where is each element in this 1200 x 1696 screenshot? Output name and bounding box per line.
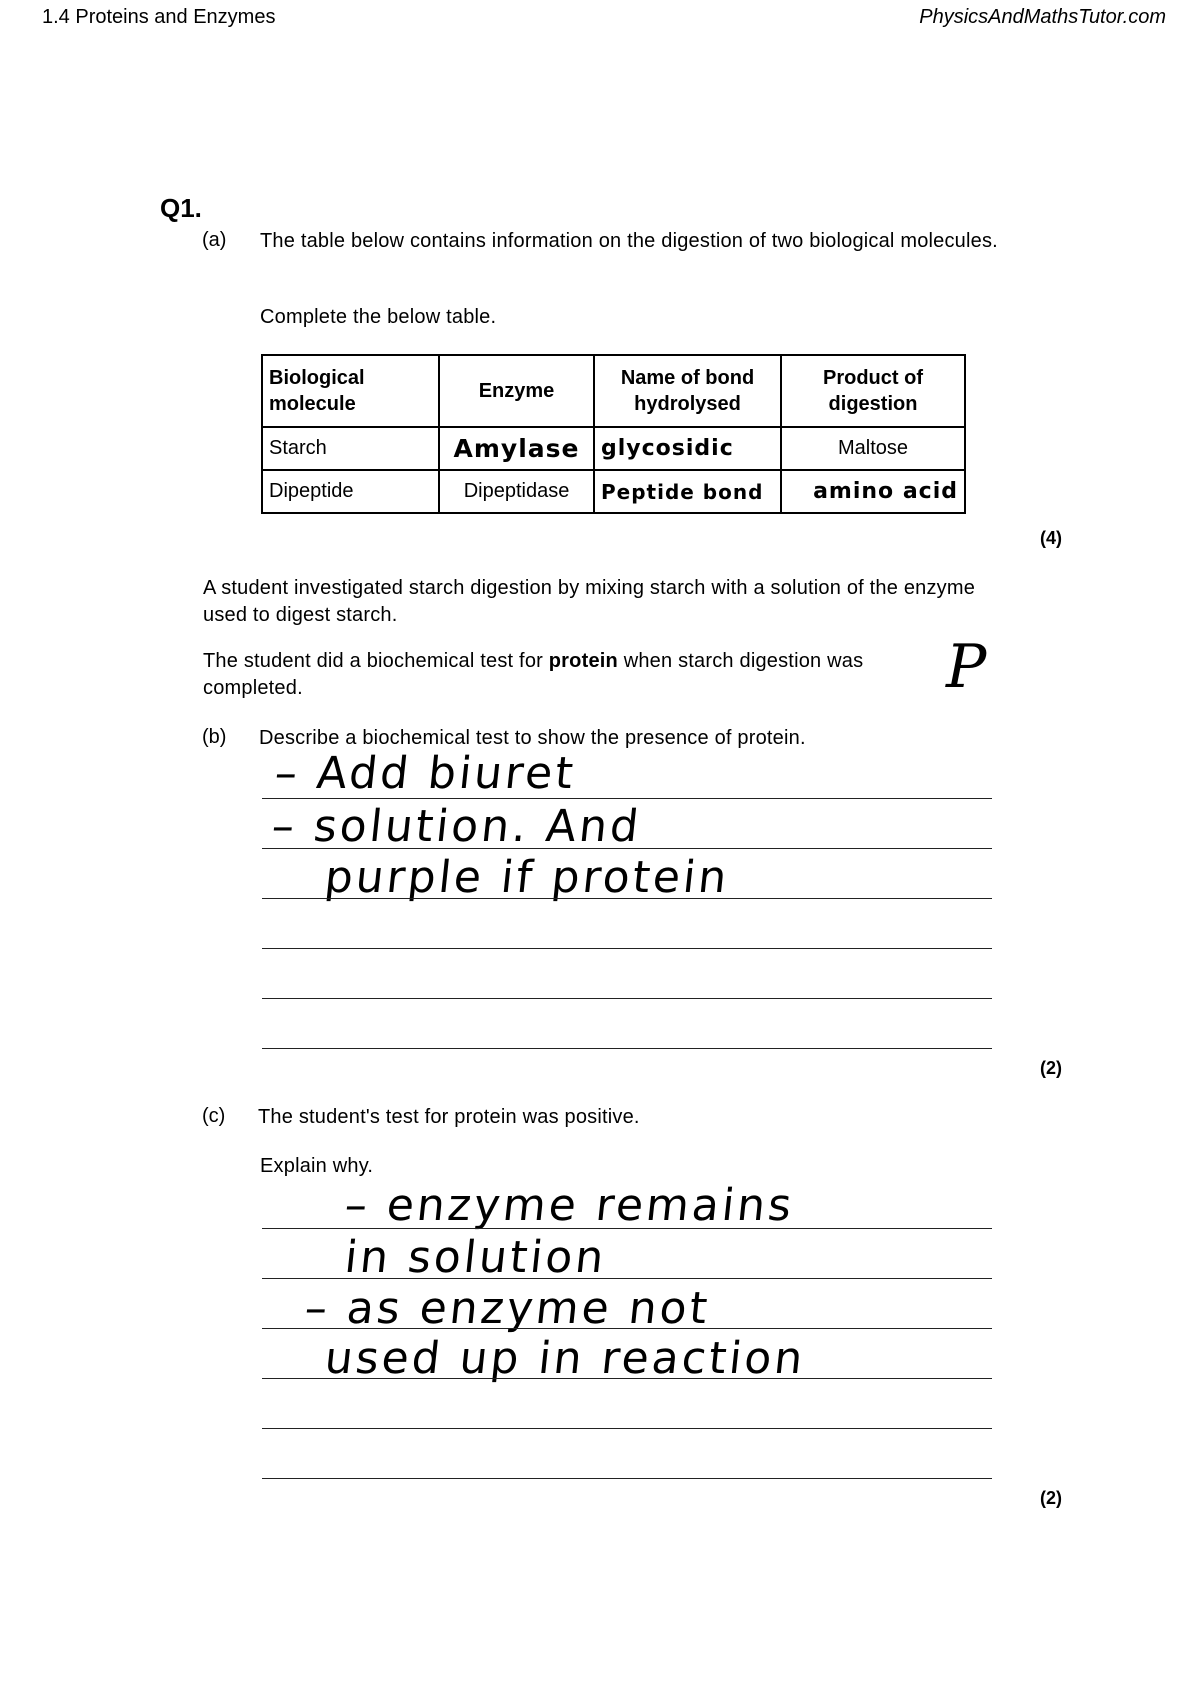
answer-line <box>262 1428 992 1429</box>
table-cell: Starch <box>262 427 439 470</box>
page-header-site: PhysicsAndMathsTutor.com <box>919 6 1166 28</box>
table-cell: Dipeptidase <box>439 470 594 513</box>
table-header-row <box>262 355 965 427</box>
part-a-marks: (4) <box>1040 528 1062 548</box>
page-header-title: 1.4 Proteins and Enzymes <box>42 6 276 28</box>
table-row <box>262 427 965 470</box>
handwritten-answer-cell: glycosidic <box>594 427 781 470</box>
answer-line <box>262 1048 992 1049</box>
handwritten-answer-cell: Peptide bond <box>594 470 781 513</box>
handwritten-answer-line: purple if protein <box>322 852 732 903</box>
answer-line <box>262 998 992 999</box>
answer-line <box>262 898 992 899</box>
handwritten-answer-line: – solution. And <box>269 801 644 852</box>
part-c-instruction: Explain why. <box>260 1155 374 1177</box>
part-a-label: (a) <box>202 229 227 251</box>
handwritten-answer-line: – enzyme remains <box>342 1180 797 1231</box>
part-a-instruction: Complete the below table. <box>260 306 497 328</box>
part-c-label: (c) <box>202 1105 226 1127</box>
table-header: Enzyme <box>439 355 594 427</box>
answer-line <box>262 1378 992 1379</box>
part-b-label: (b) <box>202 726 227 748</box>
answer-line <box>262 1478 992 1479</box>
part-b-marks: (2) <box>1040 1058 1062 1078</box>
part-c-marks: (2) <box>1040 1488 1062 1508</box>
table-header: Name of bond hydrolysed <box>594 355 781 427</box>
handwritten-answer-cell: amino acid <box>781 470 965 513</box>
context-protein-text <box>203 648 943 702</box>
part-c-text: The student's test for protein was positive. <box>258 1106 640 1128</box>
context-text-part: The student did a biochemical test for <box>203 650 549 672</box>
answer-line <box>262 948 992 949</box>
table-row <box>262 470 965 513</box>
digestion-table <box>261 354 966 514</box>
part-b-text: Describe a biochemical test to show the presence of protein. <box>259 727 806 749</box>
context-bold-word: protein <box>548 650 618 672</box>
table-cell: Dipeptide <box>262 470 439 513</box>
table-cell: Maltose <box>781 427 965 470</box>
handwritten-answer-line: – as enzyme not <box>302 1283 713 1334</box>
part-a-text: The table below contains information on the digestion of two biological molecules. <box>260 230 998 252</box>
handwritten-answer-line: in solution <box>342 1232 610 1283</box>
handwritten-answer-line: – Add biuret <box>272 748 579 799</box>
handwritten-answer-line: used up in reaction <box>322 1333 809 1384</box>
handwritten-answer-cell: Amylase <box>439 427 594 470</box>
context-text-part: when starch digestion was completed. <box>203 650 864 699</box>
examiner-margin-mark: P <box>946 632 987 702</box>
answer-line <box>262 848 992 849</box>
answer-line <box>262 1278 992 1279</box>
context-text: A student investigated starch digestion by mixing starch with a solution of the enzyme used to digest starch. <box>203 577 976 626</box>
answer-line <box>262 798 992 799</box>
table-header: Biological molecule <box>262 355 439 427</box>
answer-line <box>262 1328 992 1329</box>
question-number: Q1. <box>160 193 202 223</box>
table-header: Product of digestion <box>781 355 965 427</box>
answer-line <box>262 1228 992 1229</box>
